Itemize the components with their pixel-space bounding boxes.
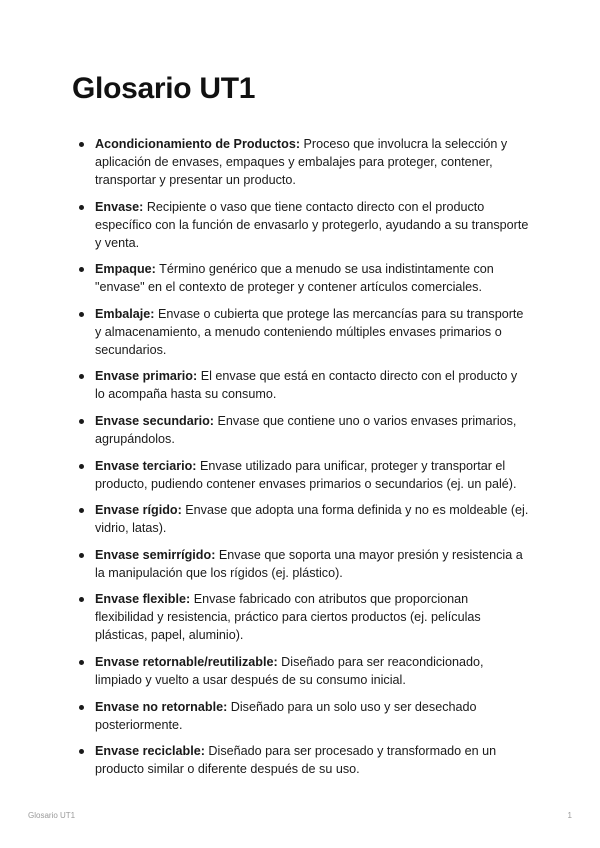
bullet-icon (79, 508, 84, 513)
glossary-definition: Envase que adopta una forma definida y no es moldeable (ej. vidrio, latas). (95, 503, 529, 536)
glossary-item (77, 742, 529, 778)
bullet-icon (79, 705, 84, 710)
glossary-item (77, 501, 529, 537)
glossary-definition: Recipiente o vaso que tiene contacto directo con el producto específico con la función de envasarlo y protegerlo, ayudando a su transporte y venta. (95, 199, 529, 250)
glossary-term: Envase: (95, 199, 144, 214)
glossary-definition: Envase que contiene uno o varios envases primarios, agrupándolos. (95, 413, 517, 446)
glossary-list (77, 135, 529, 787)
glossary-definition: Envase que soporta una mayor presión y resistencia a la manipulación que los rígidos (ej. plástico). (95, 547, 523, 580)
glossary-item (77, 653, 529, 689)
bullet-icon (79, 419, 84, 424)
bullet-icon (79, 464, 84, 469)
glossary-term: Envase no retornable: (95, 699, 228, 714)
bullet-icon (79, 374, 84, 379)
bullet-icon (79, 660, 84, 665)
glossary-term: Embalaje: (95, 306, 155, 321)
glossary-term: Envase reciclable: (95, 744, 205, 759)
glossary-definition: El envase que está en contacto directo con el producto y lo acompaña hasta su consumo. (95, 369, 518, 402)
glossary-definition: Diseñado para un solo uso y ser desechado posteriormente. (95, 699, 477, 732)
glossary-item (77, 412, 529, 448)
glossary-term: Envase terciario: (95, 458, 197, 473)
bullet-icon (79, 312, 84, 317)
glossary-term: Envase rígido: (95, 503, 182, 518)
glossary-term: Empaque: (95, 262, 156, 277)
glossary-definition: Envase fabricado con atributos que proporcionan flexibilidad y resistencia, práctico para ciertos productos (ej. películas plásticas, papel, aluminio). (95, 592, 481, 643)
glossary-term: Acondicionamiento de Productos: (95, 137, 301, 151)
glossary-term: Envase secundario: (95, 413, 214, 428)
glossary-definition: Diseñado para ser procesado y transformado en un producto similar o diferente después de su uso. (95, 744, 497, 777)
glossary-item (77, 198, 529, 252)
glossary-item (77, 457, 529, 493)
bullet-icon (79, 205, 84, 210)
glossary-definition: Diseñado para ser reacondicionado, limpiado y vuelto a usar después de su consumo inicial. (95, 654, 484, 687)
bullet-icon (79, 267, 84, 272)
glossary-term: Envase retornable/reutilizable: (95, 654, 278, 669)
glossary-item (77, 260, 529, 296)
bullet-icon (79, 749, 84, 754)
glossary-term: Envase flexible: (95, 592, 191, 607)
bullet-icon (79, 553, 84, 558)
glossary-item (77, 546, 529, 582)
glossary-definition: Envase utilizado para unificar, proteger y transportar el producto, pudiendo contener envases primarios o secundarios (ej. un palé). (95, 458, 517, 491)
glossary-item (77, 135, 529, 189)
glossary-term: Envase primario: (95, 369, 198, 384)
glossary-item (77, 698, 529, 734)
page-title: Glosario UT1 (72, 72, 256, 105)
glossary-definition: Envase o cubierta que protege las mercancías para su transporte y almacenamiento, a menudo conteniendo múltiples envases primarios o secundarios. (95, 306, 524, 357)
bullet-icon (79, 142, 84, 147)
glossary-item (77, 367, 529, 403)
bullet-icon (79, 597, 84, 602)
footer-page-number: 1 (567, 811, 572, 820)
glossary-item (77, 590, 529, 644)
footer-document-title: Glosario UT1 (28, 811, 76, 820)
glossary-term: Envase semirrígido: (95, 547, 216, 562)
glossary-item (77, 305, 529, 359)
glossary-definition: Proceso que involucra la selección y aplicación de envases, empaques y embalajes para proteger, contener, transportar y presentar un producto. (95, 137, 508, 187)
glossary-definition: Término genérico que a menudo se usa indistintamente con "envase" en el contexto de proteger y contener artículos comerciales. (95, 262, 494, 295)
